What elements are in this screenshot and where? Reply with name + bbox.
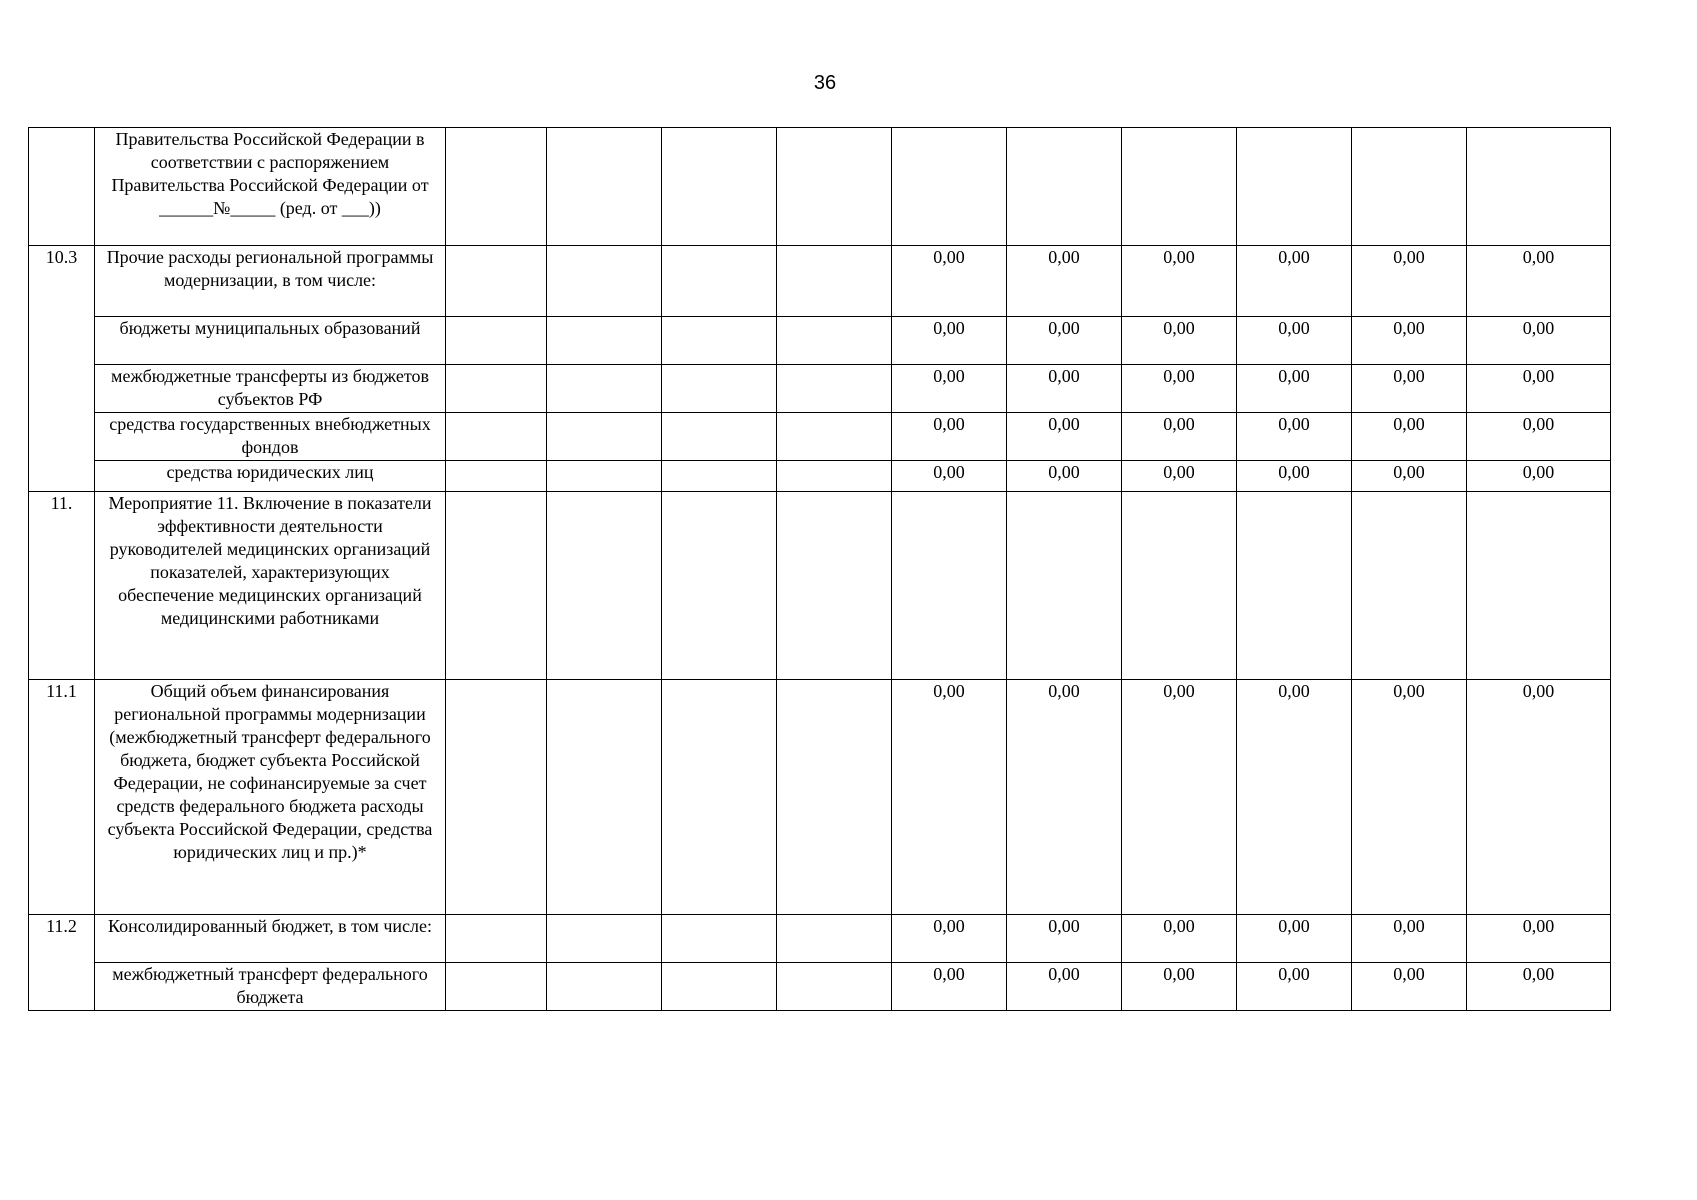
value-cell: 0,00 [1352, 461, 1467, 492]
value-cell: 0,00 [1467, 317, 1611, 365]
value-cell: 0,00 [1007, 963, 1122, 1011]
value-cell: 0,00 [1007, 915, 1122, 963]
value-cell: 0,00 [1237, 963, 1352, 1011]
value-cell [446, 413, 547, 461]
table-row [29, 963, 1611, 1011]
value-cell [547, 317, 662, 365]
value-cell [1467, 128, 1611, 246]
value-cell [662, 963, 777, 1011]
value-cell: 0,00 [1352, 246, 1467, 317]
value-cell: 0,00 [1237, 246, 1352, 317]
value-cell: 0,00 [1122, 963, 1237, 1011]
value-cell: 0,00 [1007, 413, 1122, 461]
value-cell: 0,00 [1352, 963, 1467, 1011]
value-cell [662, 461, 777, 492]
value-cell: 0,00 [1352, 413, 1467, 461]
table-row [29, 680, 1611, 915]
value-cell: 0,00 [1237, 680, 1352, 915]
value-cell: 0,00 [892, 915, 1007, 963]
value-cell [1122, 492, 1237, 680]
value-cell [1007, 128, 1122, 246]
value-cell: 0,00 [1467, 413, 1611, 461]
value-cell [446, 680, 547, 915]
value-cell: 0,00 [1237, 413, 1352, 461]
value-cell [777, 413, 892, 461]
value-cell [662, 915, 777, 963]
value-cell: 0,00 [892, 963, 1007, 1011]
value-cell: 0,00 [1122, 365, 1237, 413]
value-cell [446, 461, 547, 492]
value-cell [446, 246, 547, 317]
value-cell [547, 680, 662, 915]
value-cell [662, 246, 777, 317]
row-description-cell: средства юридических лиц [95, 461, 446, 492]
value-cell [892, 128, 1007, 246]
value-cell: 0,00 [1237, 317, 1352, 365]
table-row [29, 413, 1611, 461]
table-row [29, 492, 1611, 680]
table-body [29, 128, 1611, 1011]
row-description-cell: Правительства Российской Федерации в соответствии с распоряжением Правительства Российской Федерации от ______№_____ (ред. от ___)) [95, 128, 446, 246]
value-cell: 0,00 [1467, 915, 1611, 963]
page-number: 36 [813, 72, 837, 94]
value-cell [547, 413, 662, 461]
value-cell [777, 492, 892, 680]
value-cell: 0,00 [892, 317, 1007, 365]
value-cell: 0,00 [1122, 461, 1237, 492]
row-number-cell [29, 128, 95, 246]
value-cell [1467, 492, 1611, 680]
row-description-cell: Консолидированный бюджет, в том числе: [95, 915, 446, 963]
value-cell: 0,00 [892, 461, 1007, 492]
value-cell [1237, 492, 1352, 680]
value-cell: 0,00 [1467, 680, 1611, 915]
value-cell [777, 461, 892, 492]
value-cell [777, 128, 892, 246]
value-cell [662, 492, 777, 680]
value-cell: 0,00 [892, 365, 1007, 413]
value-cell [1237, 128, 1352, 246]
row-description-cell: межбюджетные трансферты из бюджетов субъектов РФ [95, 365, 446, 413]
value-cell: 0,00 [1007, 246, 1122, 317]
value-cell: 0,00 [1467, 246, 1611, 317]
value-cell: 0,00 [892, 413, 1007, 461]
value-cell [662, 413, 777, 461]
table-row [29, 128, 1611, 246]
row-number-cell: 11.2 [29, 915, 95, 1011]
value-cell: 0,00 [1007, 365, 1122, 413]
value-cell [547, 246, 662, 317]
value-cell [446, 492, 547, 680]
value-cell: 0,00 [1467, 365, 1611, 413]
value-cell [1007, 492, 1122, 680]
value-cell: 0,00 [1237, 915, 1352, 963]
row-description-cell: Общий объем финансирования региональной программы модернизации (межбюджетный трансферт федерального бюджета, бюджет субъекта Российской Федерации, не софинансируемые за счет средств федерального бюджета расходы субъекта Российской Федерации, средства юридических лиц и пр.)* [95, 680, 446, 915]
value-cell [892, 492, 1007, 680]
table-row [29, 365, 1611, 413]
value-cell [777, 963, 892, 1011]
value-cell [662, 680, 777, 915]
row-description-cell: межбюджетный трансферт федерального бюджета [95, 963, 446, 1011]
value-cell [777, 365, 892, 413]
value-cell [777, 246, 892, 317]
value-cell [547, 365, 662, 413]
value-cell [1352, 492, 1467, 680]
value-cell: 0,00 [1352, 680, 1467, 915]
value-cell [777, 680, 892, 915]
value-cell: 0,00 [892, 680, 1007, 915]
value-cell [446, 128, 547, 246]
budget-table [28, 127, 1611, 1011]
row-number-cell: 11. [29, 492, 95, 680]
value-cell: 0,00 [1122, 680, 1237, 915]
table-row [29, 915, 1611, 963]
row-description-cell: средства государственных внебюджетных фондов [95, 413, 446, 461]
value-cell [446, 317, 547, 365]
value-cell: 0,00 [1122, 413, 1237, 461]
value-cell [547, 492, 662, 680]
table-row [29, 246, 1611, 317]
value-cell: 0,00 [1007, 461, 1122, 492]
value-cell: 0,00 [1122, 317, 1237, 365]
value-cell [446, 365, 547, 413]
value-cell [662, 317, 777, 365]
value-cell [777, 915, 892, 963]
row-description-cell: бюджеты муниципальных образований [95, 317, 446, 365]
table-row [29, 317, 1611, 365]
value-cell [662, 128, 777, 246]
value-cell [777, 317, 892, 365]
value-cell: 0,00 [1352, 915, 1467, 963]
value-cell: 0,00 [1007, 317, 1122, 365]
value-cell [1122, 128, 1237, 246]
value-cell: 0,00 [1237, 461, 1352, 492]
table-row [29, 461, 1611, 492]
value-cell: 0,00 [1122, 246, 1237, 317]
value-cell: 0,00 [1352, 365, 1467, 413]
value-cell [547, 128, 662, 246]
value-cell: 0,00 [1467, 963, 1611, 1011]
row-description-cell: Мероприятие 11. Включение в показатели эффективности деятельности руководителей медицинских организаций показателей, характеризующих обеспечение медицинских организаций медицинскими работниками [95, 492, 446, 680]
value-cell [662, 365, 777, 413]
row-number-cell: 10.3 [29, 246, 95, 492]
value-cell: 0,00 [1352, 317, 1467, 365]
value-cell: 0,00 [1237, 365, 1352, 413]
value-cell [446, 963, 547, 1011]
value-cell [446, 915, 547, 963]
value-cell [547, 915, 662, 963]
value-cell: 0,00 [892, 246, 1007, 317]
value-cell [547, 461, 662, 492]
value-cell: 0,00 [1122, 915, 1237, 963]
value-cell: 0,00 [1467, 461, 1611, 492]
value-cell [1352, 128, 1467, 246]
value-cell [547, 963, 662, 1011]
value-cell: 0,00 [1007, 680, 1122, 915]
row-description-cell: Прочие расходы региональной программы модернизации, в том числе: [95, 246, 446, 317]
row-number-cell: 11.1 [29, 680, 95, 915]
